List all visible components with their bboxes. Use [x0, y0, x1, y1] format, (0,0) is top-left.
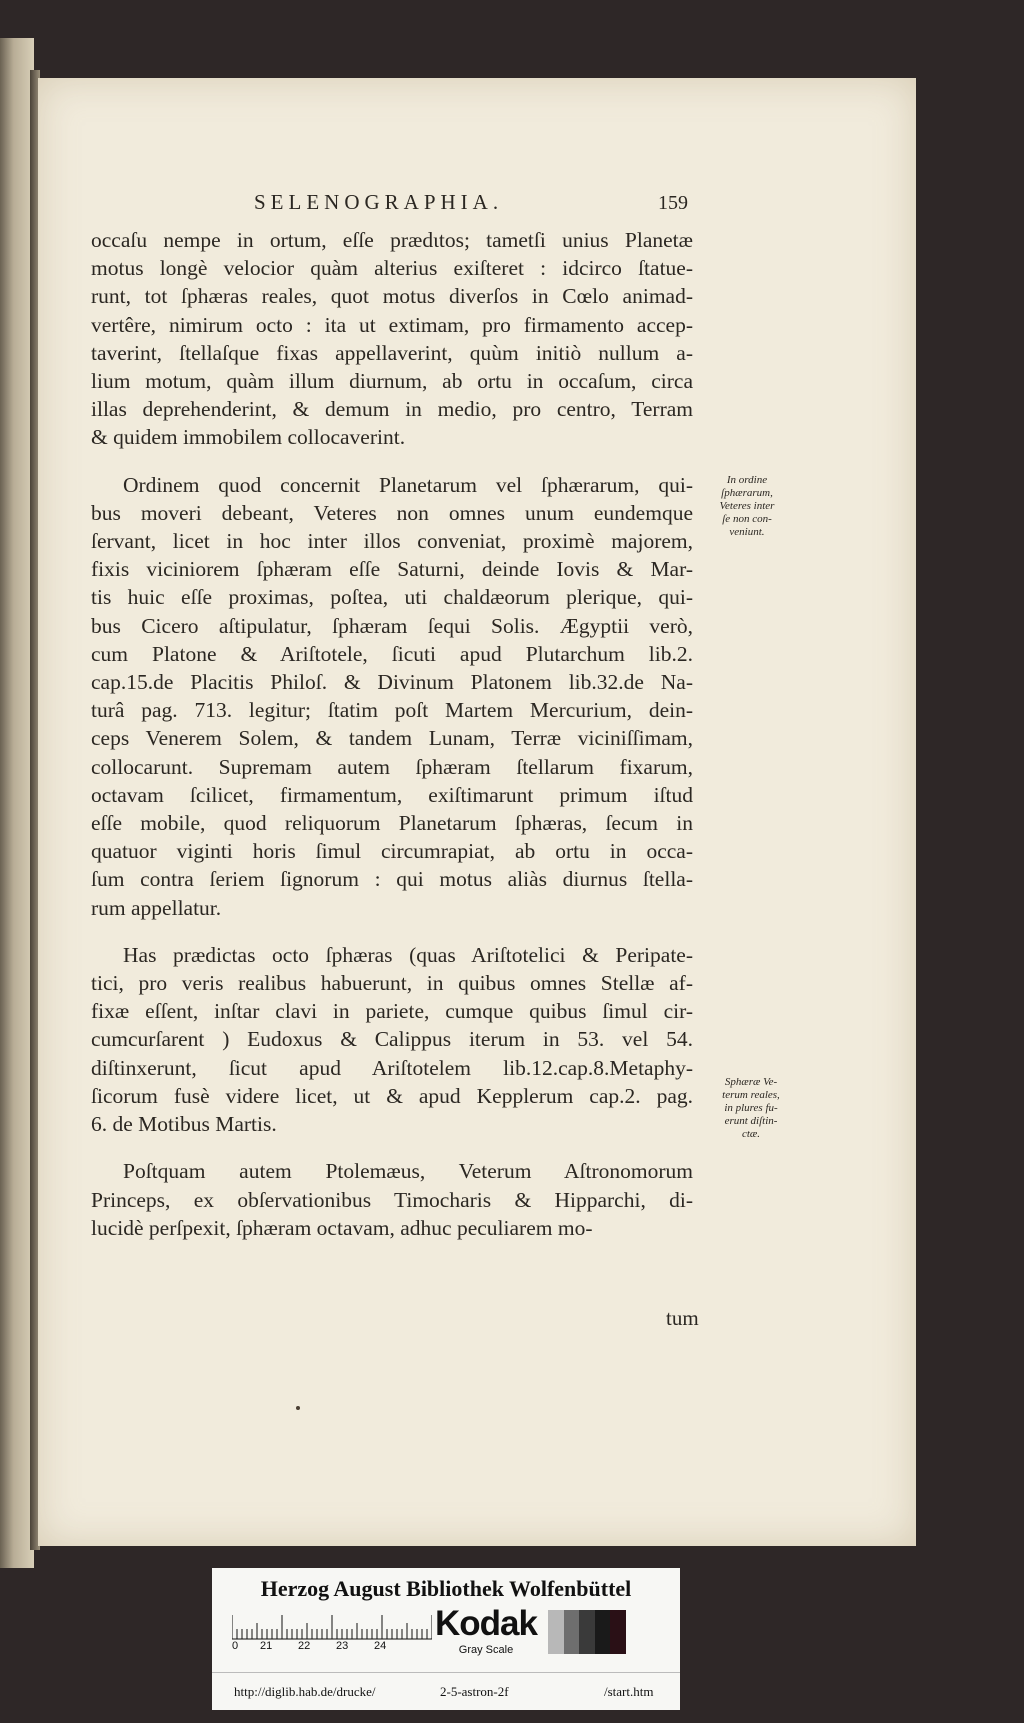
book-page — [38, 78, 916, 1546]
ruler-number: 21 — [260, 1640, 273, 1652]
text-line: rum appellatur. — [91, 895, 222, 920]
text-line: ſicorum fusè videre licet, ut & apud Kepplerum cap.2. pag. — [91, 1083, 693, 1108]
label-divider — [212, 1672, 680, 1673]
paper-speck — [296, 1406, 300, 1410]
text-line: turâ pag. 713. legitur; ſtatim poſt Martem Mercurium, dein- — [91, 698, 693, 723]
text-line: ceps Venerem Solem, & tandem Lunam, Terræ viciniſſimam, — [91, 726, 693, 751]
gray-patch — [564, 1610, 580, 1654]
gray-scale-patches — [548, 1610, 626, 1654]
text-line: tici, pro veris realibus habuerunt, in quibus omnes Stellæ af- — [91, 971, 693, 996]
margin-note-line: Veteres inter — [719, 500, 775, 512]
text-line: Poſtquam autem Ptolemæus, Veterum Aſtronomorum — [123, 1159, 693, 1184]
text-line: Princeps, ex obſervationibus Timocharis & Hipparchi, di- — [91, 1187, 693, 1212]
ruler-number: 0 — [232, 1640, 239, 1652]
text-line: lucidè perſpexit, ſphæram octavam, adhuc peculiarem mo- — [91, 1215, 593, 1240]
margin-note-sphaerae — [714, 1076, 788, 1141]
margin-note-line: erunt diſtin- — [724, 1115, 778, 1127]
text-line: ſum contra ſeriem ſignorum : qui motus aliàs diurnus ſtella- — [91, 867, 693, 892]
text-line: vertêre, nimirum octo : ita ut extimam, pro firmamento accep- — [91, 312, 693, 337]
document-id: 2-5-astron-2f — [440, 1684, 509, 1699]
ruler-number: 22 — [298, 1640, 311, 1652]
margin-note-line: In ordine — [726, 474, 768, 486]
text-line: fixis viciniorem ſphæram eſſe Saturni, deinde Iovis & Mar- — [91, 557, 693, 582]
running-head: SELENOGRAPHIA. — [254, 190, 504, 214]
text-line: fixæ eſſent, inſtar clavi in pariete, cumque quibus ſimul cir- — [91, 999, 693, 1024]
margin-note-line: ctæ. — [741, 1128, 761, 1140]
margin-note-line: veniunt. — [729, 526, 765, 538]
text-line: bus Cicero aſtipulatur, ſphæram ſequi Solis. Ægyptii verò, — [91, 613, 693, 638]
margin-note-line: Sphæræ Ve- — [724, 1076, 778, 1088]
library-name: Herzog August Bibliothek Wolfenbüttel — [260, 1576, 632, 1601]
text-line: bus moveri debeant, Veteres non omnes unum eundemque — [91, 500, 693, 525]
gray-patch — [579, 1610, 595, 1654]
ruler-scale — [232, 1610, 432, 1640]
paragraph — [91, 1157, 693, 1242]
text-line: Has prædictas octo ſphæras (quas Ariſtotelici & Peripate- — [123, 942, 693, 967]
text-line: collocarunt. Supremam autem ſphæram ſtellarum fixarum, — [91, 754, 693, 779]
paragraph — [91, 941, 693, 1138]
text-line: illas deprehenderint, & demum in medio, pro centro, Terram — [91, 397, 693, 422]
text-line: tis huic eſſe proximas, poſtea, uti chaldæorum plerique, qui- — [91, 585, 693, 610]
text-line: motus longè velocior quàm alterius exiſteret : idcirco ſtatue- — [91, 256, 693, 281]
text-line: Ordinem quod concernit Planetarum vel ſphærarum, qui- — [123, 472, 693, 497]
library-scan-label — [212, 1568, 680, 1710]
text-line: cumcurſarent ) Eudoxus & Calippus iterum in 53. vel 54. — [91, 1027, 693, 1052]
text-line: ſervant, licet in hoc inter illos conveniat, proximè majorem, — [91, 529, 693, 554]
text-line: octavam ſcilicet, firmamentum, exiſtimarunt primum iſtud — [91, 782, 693, 807]
paragraph — [91, 226, 693, 452]
gray-scale-label: Gray Scale — [458, 1644, 514, 1656]
text-line: occaſu nempe in ortum, eſſe prædιtos; tametſi unius Planetæ — [91, 228, 693, 252]
ruler-number: 23 — [336, 1640, 349, 1652]
text-line: lium motum, quàm illum diurnum, ab ortu in occaſum, circa — [91, 369, 693, 394]
margin-note-line: in plures fu- — [724, 1102, 778, 1114]
text-line: eſſe mobile, quod reliquorum Planetarum ſphæras, ſecum in — [91, 811, 693, 836]
text-line: diſtinxerunt, ſicut apud Ariſtotelem lib.12.cap.8.Metaphy- — [91, 1055, 693, 1080]
margin-note-line: terum reales, — [722, 1089, 780, 1101]
text-line: runt, tot ſphæras reales, quot motus diverſos in Cœlo animad- — [91, 284, 693, 309]
catchword: tum — [666, 1306, 699, 1330]
text-line: cum Platone & Ariſtotele, ſicuti apud Plutarchum lib.2. — [91, 641, 693, 666]
text-line: cap.15.de Placitis Philoſ. & Divinum Platonem lib.32.de Na- — [91, 670, 693, 695]
text-line: & quidem immobilem collocaverint. — [91, 425, 406, 450]
gray-patch — [548, 1610, 564, 1654]
ruler-number: 24 — [374, 1640, 387, 1652]
page-number: 159 — [658, 192, 688, 214]
kodak-logo: Kodak — [435, 1604, 537, 1643]
gray-patch — [595, 1610, 611, 1654]
margin-note-ordine — [710, 474, 784, 539]
source-url: http://diglib.hab.de/drucke/ — [234, 1684, 376, 1699]
paragraph — [91, 471, 693, 922]
text-line: quatuor viginti horis ſimul circumrapiat, ab ortu in occa- — [91, 839, 693, 864]
text-line: 6. de Motibus Martis. — [91, 1112, 277, 1137]
text-line: taverint, ſtellaſque fixas appellaverint, quùm initiò nullum a- — [91, 340, 693, 365]
body-text — [91, 226, 693, 1242]
margin-note-line: ſe non con- — [722, 513, 772, 525]
gray-patch — [610, 1610, 626, 1654]
url-suffix: /start.htm — [604, 1684, 654, 1699]
facing-page-edge — [0, 38, 34, 1568]
margin-note-line: ſphærarum, — [721, 487, 773, 499]
